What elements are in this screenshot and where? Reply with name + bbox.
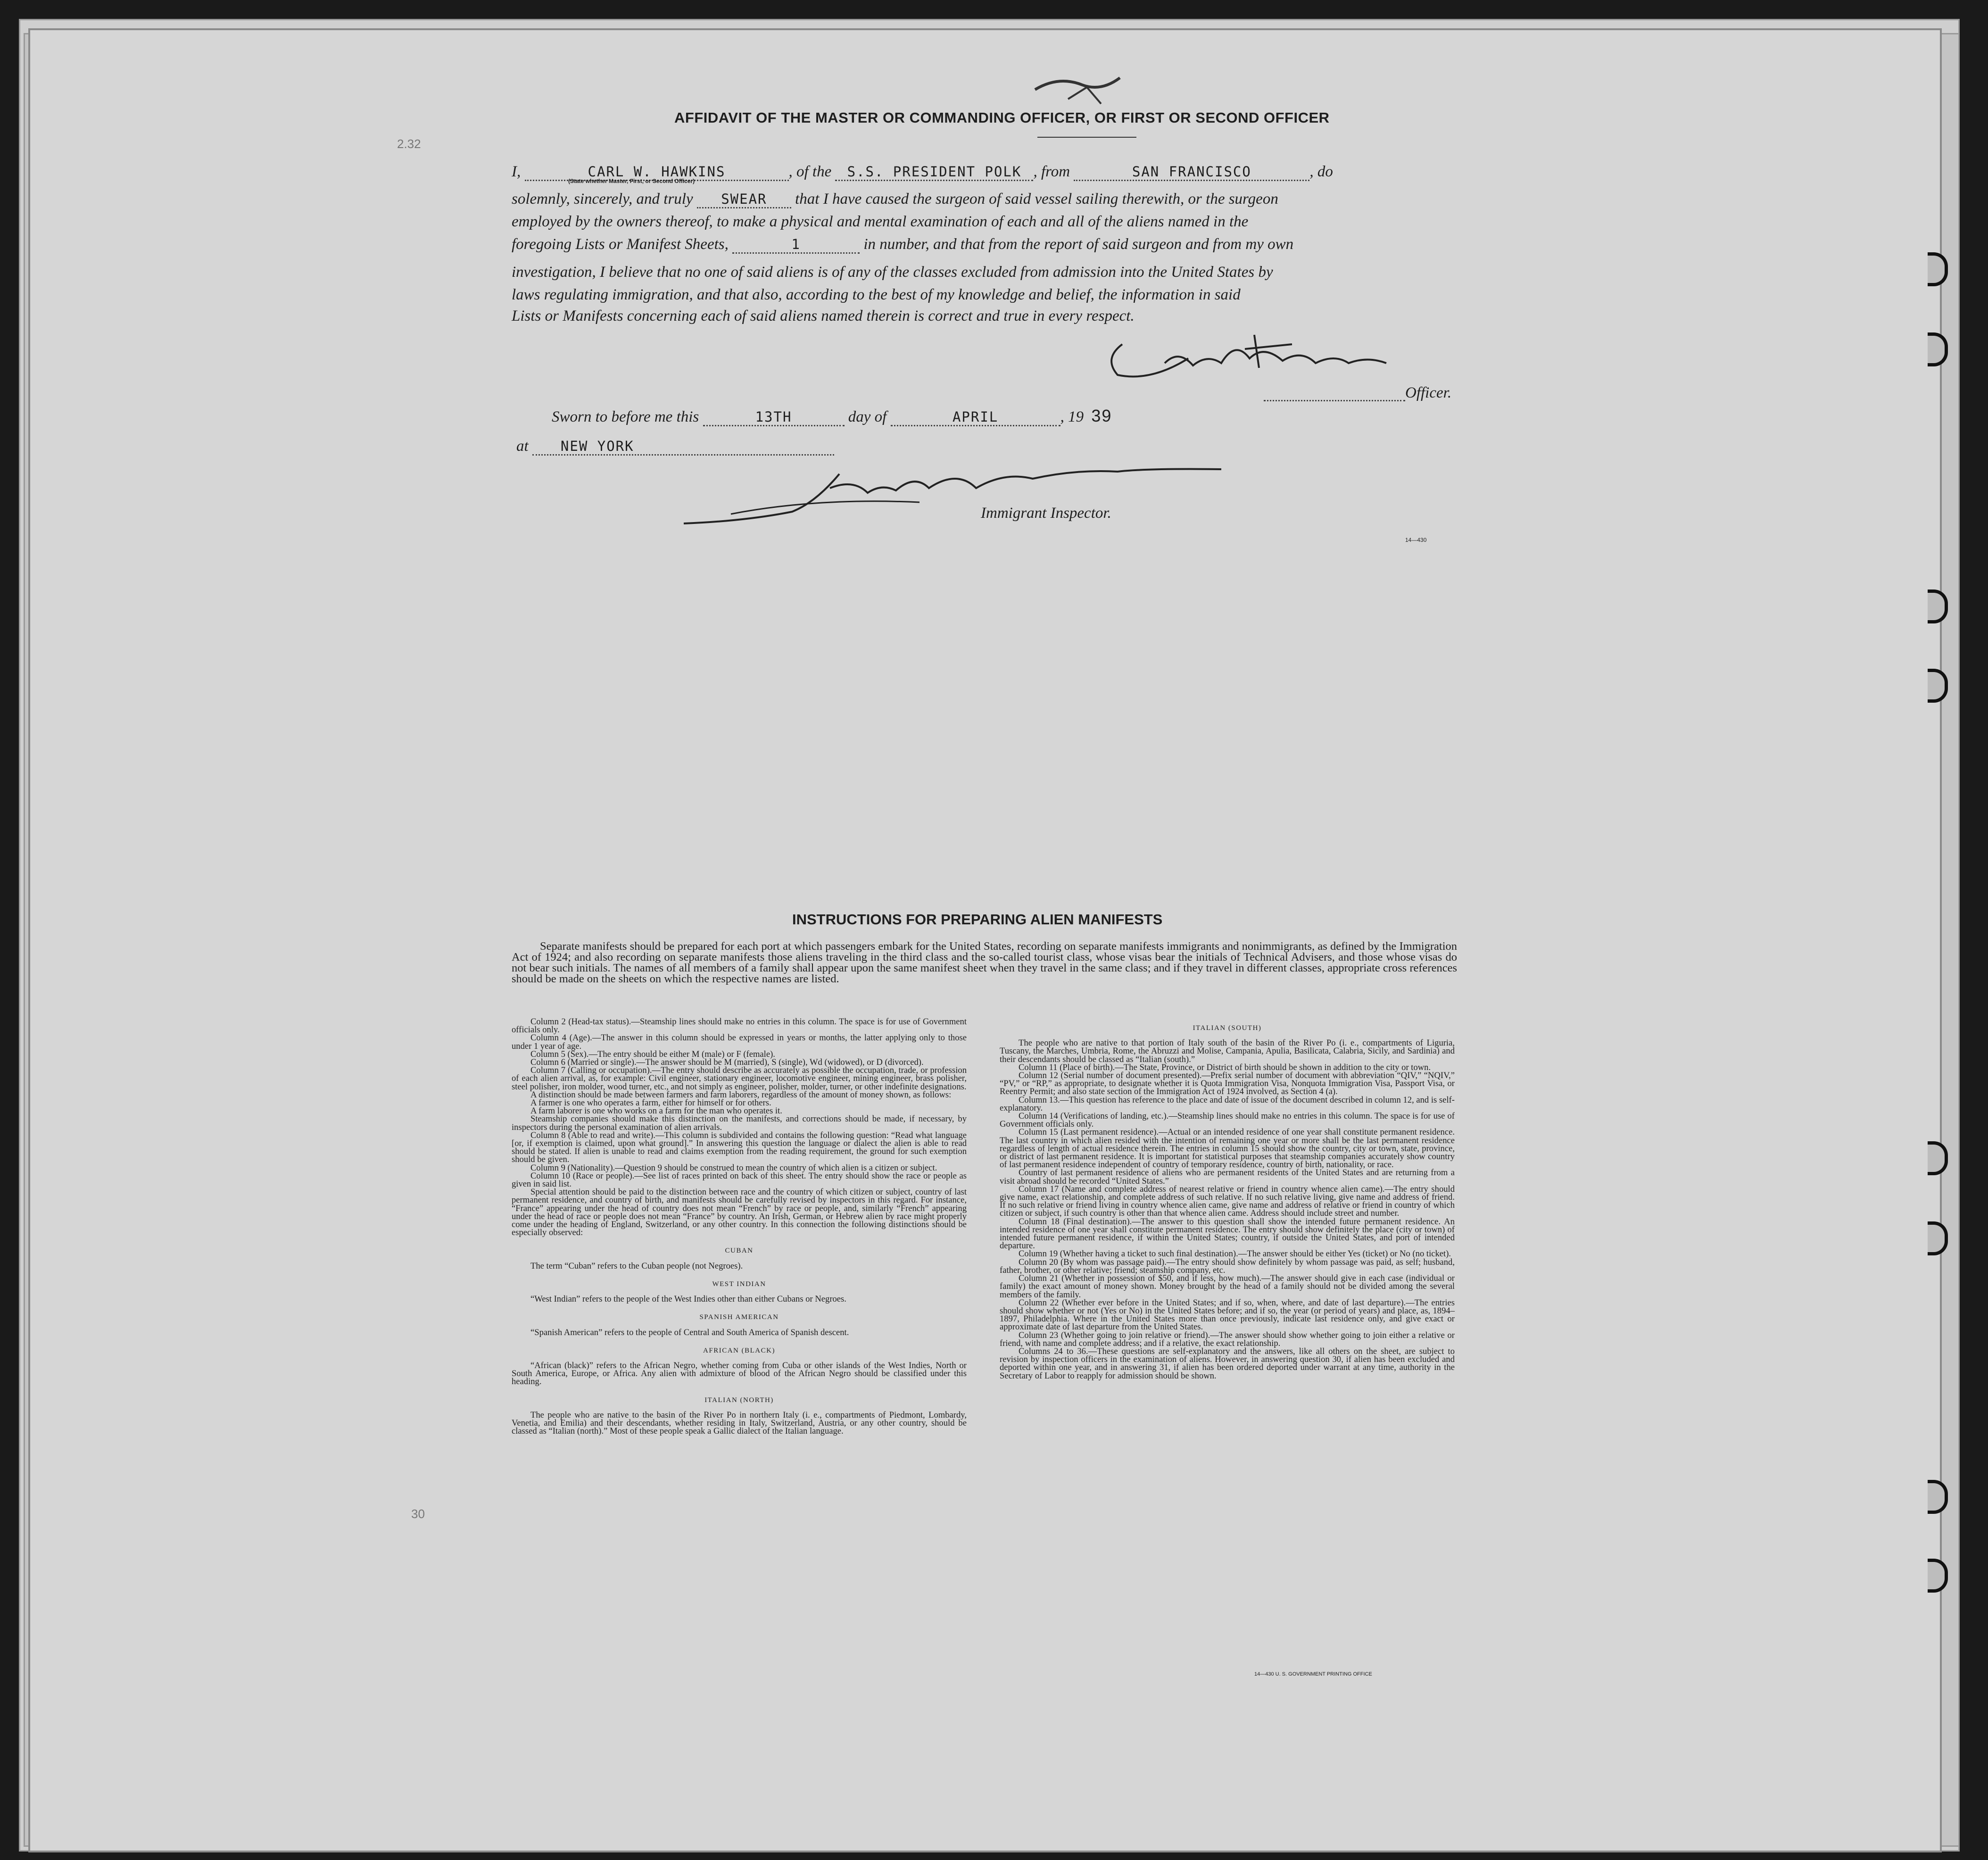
form-number: 14—430: [1405, 537, 1427, 543]
paragraph: Column 23 (Whether going to join relative or friend).—The answer should show whether going to join either a relative or friend, with name and complete address; and if a relative, the exact relationship.: [1000, 1330, 1455, 1348]
text: day of: [848, 408, 887, 425]
paragraph: A farmer is one who operates a farm, either for himself or for others.: [530, 1098, 771, 1108]
text: foregoing Lists or Manifest Sheets,: [512, 236, 729, 253]
sworn-place-line: [516, 436, 834, 457]
paragraph: The people who are native to the basin of the River Po in northern Italy (i. e., compartments of Piedmont, Lombardy, Venetia, and Emilia) and their descendants, whether residing in Italy, Switzerland, Austria, or any other country, should be classed as “Italian (north).” Most of these people speak a Gallic dialect of the Italian language.: [512, 1410, 967, 1437]
text: , 19: [1060, 408, 1084, 425]
officer-signature: [1094, 330, 1400, 391]
paragraph: Steamship companies should make this distinction on the manifests, and corrections should be made, if necessary, by inspectors during the personal examination of alien arrivals.: [512, 1114, 967, 1132]
text: that I have caused the surgeon of said vessel sailing therewith, or the surgeon: [795, 191, 1278, 208]
paragraph: Column 4 (Age).—The answer in this column should be expressed in years or months, the latter applying only to those under 1 year of age.: [512, 1033, 967, 1051]
paragraph: Column 10 (Race or people).—See list of races printed on back of this sheet. The entry should show the race or people as given in said list.: [512, 1171, 967, 1189]
text: I,: [512, 163, 521, 180]
text: , do: [1309, 163, 1333, 180]
paragraph: Column 22 (Whether ever before in the United States; and if so, when, where, and date of last departure).—The entries should show whether or not (Yes or No) in the United States before; and if so, the year (or period of years) and place, as, 1894–1897, Philadelphia. Where in the United States more than once previously, indicate last residence only, and give exact or approximate date of last departure from the United States.: [1000, 1297, 1455, 1332]
paragraph: The term “Cuban” refers to the Cuban people (not Negroes).: [530, 1261, 743, 1271]
text: at: [516, 438, 529, 455]
title-rule: [1037, 137, 1136, 138]
section-heading: ITALIAN (SOUTH): [1193, 1024, 1262, 1032]
paragraph: Column 5 (Sex).—The entry should be either M (male) or F (female).: [530, 1049, 775, 1059]
section-heading: AFRICAN (BLACK): [703, 1346, 775, 1354]
vessel-name-field: S.S. PRESIDENT POLK: [835, 164, 1033, 181]
paragraph: “West Indian” refers to the people of the West Indies other than either Cubans or Negroes.: [530, 1294, 846, 1304]
affidavit-line-2: [512, 189, 1278, 209]
paragraph: Column 20 (By whom was passage paid).—The entry should show definitely by whom passage was paid, as self; husband, father, brother, or other relative; friend; steamship company, etc.: [1000, 1257, 1455, 1275]
paragraph: Column 13.—This question has reference to the place and date of issue of the document described in column 12, and is self-explanatory.: [1000, 1095, 1455, 1113]
departure-port-field: SAN FRANCISCO: [1074, 164, 1309, 181]
paragraph: Columns 24 to 36.—These questions are self-explanatory and the answers, like all others on the sheet, are subject to revision by inspection officers in the examination of aliens. However, in answering question 30, if alien has been excluded and deported within one year, and in answering 31, if alien has been ordered deported under warrant at any time, authority in the Secretary of Labor to reapply for admission should be shown.: [1000, 1346, 1455, 1381]
paragraph: Column 14 (Verifications of landing, etc.).—Steamship lines should make no entries in this column. The space is for use of Government officials only.: [1000, 1111, 1455, 1129]
paragraph: Column 21 (Whether in possession of $50, and if less, how much).—The answer should give in each case (individual or family) the exact amount of money shown. Money brought by the head of a family should not be divided among the several members of the family.: [1000, 1273, 1455, 1300]
paragraph: Column 9 (Nationality).—Question 9 should be construed to mean the country of which alien is a citizen or subject.: [530, 1162, 937, 1173]
paragraph: Country of last permanent residence of aliens who are permanent residents of the United States and are returning from a visit abroad should be recorded “United States.”: [1000, 1168, 1455, 1186]
sworn-place-field: NEW YORK: [532, 438, 834, 456]
paragraph: Column 11 (Place of birth).—The State, Province, or District of birth should be shown in addition to the city or town.: [1019, 1062, 1431, 1072]
margin-mark: 30: [411, 1507, 425, 1521]
paragraph: Column 8 (Able to read and write).—This column is subdivided and contains the following question: “Read what language [or, if exemption is claimed, upon what ground].” In answering this question the language or dialect the alien is able to read should be stated. If alien is unable to read and claims exemption from the reading requirement, the ground for such exemption should be given.: [512, 1130, 967, 1165]
printing-office-footer: 14—430 U. S. GOVERNMENT PRINTING OFFICE: [1254, 1671, 1372, 1677]
instructions-right-column: [1000, 1019, 1455, 1380]
section-heading: ITALIAN (NORTH): [704, 1396, 774, 1404]
affidavit-line-5: investigation, I believe that no one of said aliens is of any of the classes excluded from admission into the United States by: [512, 264, 1273, 281]
margin-mark: 2.32: [397, 137, 421, 151]
oath-verb-field: SWEAR: [697, 191, 791, 208]
paragraph: Special attention should be paid to the distinction between race and the country of which citizen or subject, country of last permanent residence, and country of birth, and manifests should be carefully revised by inspectors in this regard. For instance, “France” appearing under the head of country does not mean “French” by race or people, and, similarly “French” appearing under the head of race or people does not mean “France” by country. An Irish, German, or Hebrew alien by race might properly come under the heading of England, Switzerland, or any other country. In this connection the following distinctions should be especially observed:: [512, 1187, 967, 1238]
paragraph: Column 6 (Married or single).—The answer should be M (married), S (single), Wd (widowed), or D (divorced).: [530, 1057, 924, 1068]
instructions-intro: Separate manifests should be prepared for each port at which passengers embark for the United States, recording on separate manifests immigrants and nonimmigrants, as defined by the Immigration Act of 1924; and also recording on separate manifests those aliens traveling in the third class and the so-called tourist class, whose visas bear the initials of Technical Advisers, and those whose visas do not bear such initials. The names of all members of a family shall appear upon the same manifest sheet when they travel in the same class; and if they travel in different classes, appropriate cross references should be made on the sheets on which the respective names are listed.: [512, 940, 1457, 985]
affidavit-line-3: employed by the owners thereof, to make a physical and mental examination of each and all of the aliens named in the: [512, 213, 1249, 230]
instructions-left-column: [512, 1018, 967, 1435]
paragraph: Column 2 (Head-tax status).—Steamship lines should make no entries in this column. The space is for use of Government officials only.: [512, 1017, 967, 1035]
text: , of the: [788, 163, 832, 180]
instructions-title: INSTRUCTIONS FOR PREPARING ALIEN MANIFESTS: [792, 911, 1163, 928]
sworn-line: [552, 407, 1116, 427]
officer-label: Officer.: [1405, 384, 1452, 401]
paragraph: Column 12 (Serial number of document presented).—Prefix serial number of document with abbreviation “QIV,” “NQIV,” “PV,” or “RP,” as appropriate, to designate whether it is Quota Immigration Visa, Nonquota Immigration Visa, Passport Visa, or Reentry Permit; and also state section of the Immigration Act of 1924 involved, as Section 4 (a).: [1000, 1071, 1455, 1097]
paragraph: The people who are native to that portion of Italy south of the basin of the River Po (i. e., compartments of Liguria, Tuscany, the Marches, Umbria, Rome, the Abruzzi and Molise, Campania, Apulia, Basilicata, Calabria, Sicily, and Sardinia) and their descendants should be classed as “Italian (south).”: [1000, 1038, 1455, 1064]
paragraph: A distinction should be made between farmers and farm laborers, regardless of the amount of money shown, as follows:: [530, 1089, 952, 1100]
paragraph: Column 17 (Name and complete address of nearest relative or friend in country whence alien came).—The entry should give name, exact relationship, and complete address of such relative. If no such relative living, give name and address of friend. If no such relative or friend living in country whence alien came, give name and address of relative or friend in country of which citizen or subject, if such country is other than that whence alien came. Address should include street and number.: [1000, 1184, 1455, 1219]
paragraph: “Spanish American” refers to the people of Central and South America of Spanish descent.: [530, 1327, 849, 1337]
sworn-year-field: 39: [1091, 406, 1112, 425]
inspector-label: Immigrant Inspector.: [981, 505, 1111, 522]
paragraph: Column 19 (Whether having a ticket to such final destination).—The answer should be either Yes (ticket) or No (no ticket).: [1019, 1249, 1451, 1259]
paragraph: A farm laborer is one who works on a farm for the man who operates it.: [530, 1106, 782, 1116]
inspector-signature: [674, 460, 1240, 531]
officer-signature-line: [1264, 400, 1405, 401]
sworn-month-field: APRIL: [891, 409, 1060, 426]
affidavit-line-6: laws regulating immigration, and that also, according to the best of my knowledge and belief, the information in said: [512, 286, 1241, 303]
text: , from: [1033, 163, 1070, 180]
sheet-count-field: 1: [732, 236, 860, 254]
text: Sworn to before me this: [552, 408, 699, 425]
paragraph: Column 18 (Final destination).—The answer to this question shall show the intended future permanent residence. An intended residence of one year shall constitute permanent residence. The entry should show definitely the place (city or town) of intended future permanent residence, if within the United States; country, if outside the United States, and port of intended departure.: [1000, 1216, 1455, 1251]
text: solemnly, sincerely, and truly: [512, 191, 693, 208]
paragraph: Column 7 (Calling or occupation).—The entry should describe as accurately as possible the occupation, trade, or profession of each alien arrival, as, for example: Civil engineer, stationary engineer, locomotive engineer, mining engineer, brass polisher, steel polisher, iron molder, wood turner, etc., and not simply as engineer, polisher, molder, turner, or other indefinite designations.: [512, 1065, 967, 1092]
sworn-day-field: 13TH: [703, 409, 845, 426]
section-heading: SPANISH AMERICAN: [699, 1313, 779, 1321]
state-note: (State whether Master, First, or Second Officer): [568, 178, 695, 184]
section-heading: CUBAN: [725, 1247, 754, 1255]
paragraph: “African (black)” refers to the African Negro, whether coming from Cuba or other islands of the West Indies, North or South America, Europe, or Africa. Any alien with admixture of blood of the African Negro should be classified under this heading.: [512, 1360, 967, 1387]
text: in number, and that from the report of said surgeon and from my own: [863, 236, 1294, 253]
ink-mark: [1030, 71, 1125, 113]
affidavit-title: AFFIDAVIT OF THE MASTER OR COMMANDING OFFICER, OR FIRST OR SECOND OFFICER: [674, 109, 1330, 126]
officer-name-field: CARL W. HAWKINS: [525, 164, 789, 181]
affidavit-line-4: [512, 234, 1293, 255]
section-heading: WEST INDIAN: [712, 1280, 766, 1288]
affidavit-line-7: Lists or Manifests concerning each of said aliens named therein is correct and true in every respect.: [512, 307, 1135, 324]
paragraph: Column 15 (Last permanent residence).—Actual or an intended residence of one year shall constitute permanent residence. The last country in which alien resided with the intention of remaining one year or more shall be the last permanent residence regardless of length of actual residence therein. The entries in column 15 should show the country, city or town, state, province, or district of last permanent residence. It is important for statistical purposes that steamship companies accurately show country of last permanent residence independent of country of temporary residence, country of birth, nationality, or race.: [1000, 1127, 1455, 1170]
